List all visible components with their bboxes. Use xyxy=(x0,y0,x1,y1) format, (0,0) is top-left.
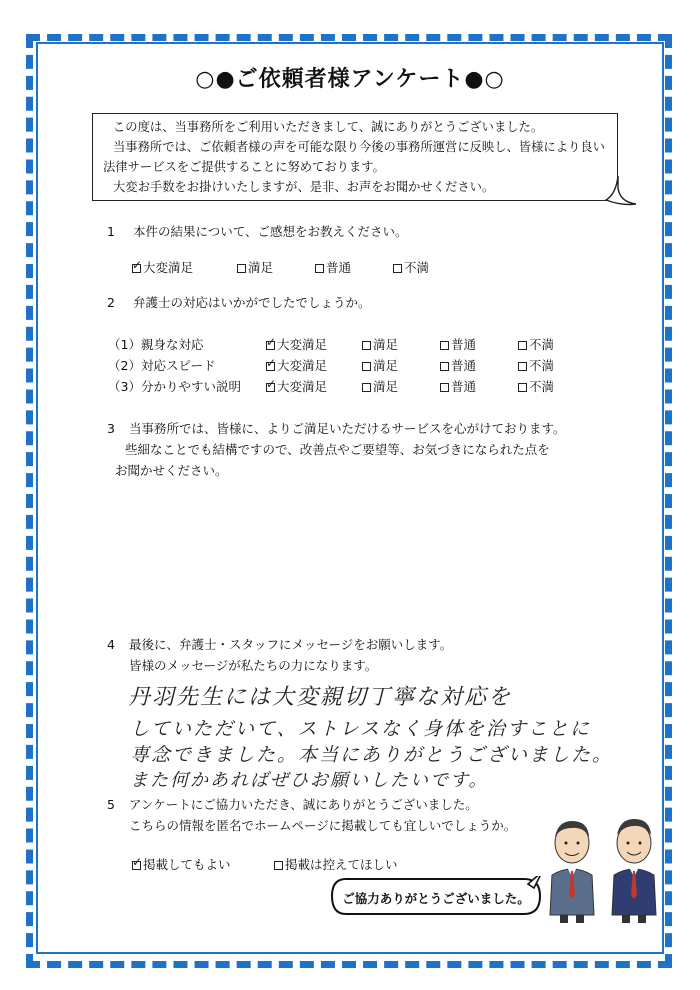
checkbox-icon[interactable] xyxy=(274,861,283,870)
q2-row-1-option-2[interactable]: 普通 xyxy=(440,335,518,353)
q4-number: 4 xyxy=(107,637,115,652)
lawyers-illustration xyxy=(540,815,670,925)
q5-number: 5 xyxy=(107,797,115,812)
q3-block xyxy=(107,418,565,481)
page-title: ○●ご依頼者様アンケート●○ xyxy=(195,67,505,92)
checkbox-checked-icon[interactable] xyxy=(266,383,275,392)
q1-option-1[interactable]: 満足 xyxy=(237,258,315,276)
q1-option-0[interactable]: ✓大変満足 xyxy=(132,258,237,276)
q2-row-2-option-0[interactable]: ✓ 大変満足 xyxy=(266,356,362,374)
q2-row-2-option-3[interactable]: 不満 xyxy=(518,358,554,373)
q2-row-1 xyxy=(108,335,554,353)
q2-row-3-option-0[interactable]: ✓ 大変満足 xyxy=(266,377,362,395)
intro-line-3: 法律サービスをご提供することに努めております。 xyxy=(103,160,385,174)
checkbox-icon[interactable] xyxy=(440,341,449,350)
checkbox-icon[interactable] xyxy=(362,341,371,350)
q2-row-1-option-3[interactable]: 不満 xyxy=(518,337,554,352)
q5-option-1[interactable]: 掲載は控えてほしい xyxy=(274,857,398,872)
q2-row-2 xyxy=(108,356,554,374)
checkbox-icon[interactable] xyxy=(315,264,324,273)
q5-line-2: こちらの情報を匿名でホームページに掲載しても宜しいでしょうか。 xyxy=(129,818,517,833)
checkbox-icon[interactable] xyxy=(393,264,402,273)
q5-line-1: アンケートにご協力いただき、誠にありがとうございました。 xyxy=(128,797,478,812)
handwritten-line-2: していただいて、ストレスなく身体を治すことに xyxy=(130,718,592,740)
q1-option-2[interactable]: 普通 xyxy=(315,258,393,276)
checkbox-icon[interactable] xyxy=(362,383,371,392)
checkbox-checked-icon[interactable] xyxy=(132,264,141,273)
checkbox-checked-icon[interactable] xyxy=(132,861,141,870)
q5-option-row xyxy=(132,855,398,873)
q2-text: 弁護士の対応はいかがでしたでしょうか。 xyxy=(132,295,371,310)
checkbox-icon[interactable] xyxy=(518,341,527,350)
checkbox-icon[interactable] xyxy=(440,383,449,392)
intro-box xyxy=(92,113,618,201)
q1-text: 本件の結果について、ご感想をお教えください。 xyxy=(132,224,408,239)
q2-row-1-label: （1）親身な対応 xyxy=(108,337,204,352)
handwritten-line-3: 専念できました。本当にありがとうございました。 xyxy=(130,744,614,766)
lawyer-left-icon xyxy=(550,821,594,923)
q4-line-2: 皆様のメッセージが私たちの力になります。 xyxy=(129,658,378,673)
q1-number: 1 xyxy=(107,224,115,239)
q3-line-1: 当事務所では、皆様に、よりご満足いただけるサービスを心がけております。 xyxy=(128,421,566,436)
q2-row-3-option-3[interactable]: 不満 xyxy=(518,379,554,394)
intro-line-1: この度は、当事務所をご利用いただきまして、誠にありがとうございました。 xyxy=(113,120,544,134)
lawyer-right-icon xyxy=(612,819,656,923)
checkbox-checked-icon[interactable] xyxy=(266,341,275,350)
checkbox-icon[interactable] xyxy=(237,264,246,273)
q1-heading xyxy=(107,222,407,240)
intro-line-2: 当事務所では、ご依頼者様の声を可能な限り今後の事務所運営に反映し、皆様により良い xyxy=(113,140,605,154)
q2-row-2-option-1[interactable]: 満足 xyxy=(362,356,440,374)
q1-option-row xyxy=(132,258,429,276)
checkbox-icon[interactable] xyxy=(518,383,527,392)
q2-row-2-label: （2）対応スピード xyxy=(108,358,216,373)
q2-row-3-label: （3）分かりやすい説明 xyxy=(108,379,241,394)
page-curl-icon xyxy=(598,176,638,206)
checkbox-icon[interactable] xyxy=(440,362,449,371)
q2-heading xyxy=(107,293,370,311)
q2-row-1-option-0[interactable]: ✓ 大変満足 xyxy=(266,335,362,353)
handwritten-line-1: 丹羽先生には大変親切丁寧な対応を xyxy=(128,685,513,710)
q4-line-1: 最後に、弁護士・スタッフにメッセージをお願いします。 xyxy=(128,637,453,652)
q2-row-1-option-1[interactable]: 満足 xyxy=(362,335,440,353)
q3-number: 3 xyxy=(107,421,115,436)
q5-block xyxy=(107,794,516,836)
checkbox-icon[interactable] xyxy=(362,362,371,371)
q2-row-3-option-2[interactable]: 普通 xyxy=(440,377,518,395)
checkbox-icon[interactable] xyxy=(518,362,527,371)
q2-row-2-option-2[interactable]: 普通 xyxy=(440,356,518,374)
q2-number: 2 xyxy=(107,295,115,310)
q5-option-0[interactable]: ✓掲載してもよい xyxy=(132,855,274,873)
bubble-text: ご協力ありがとうございました。 xyxy=(342,891,530,906)
q4-block xyxy=(107,634,452,676)
intro-line-4: 大変お手数をお掛けいたしますが、是非、お声をお聞かせください。 xyxy=(113,180,495,194)
q3-line-2: 些細なことでも結構ですので、改善点やご要望等、お気づきになられた点を xyxy=(125,442,550,457)
q1-option-3[interactable]: 不満 xyxy=(393,260,429,275)
checkbox-checked-icon[interactable] xyxy=(266,362,275,371)
handwritten-line-4: また何かあればぜひお願いしたいです。 xyxy=(130,770,489,791)
q3-line-3: お聞かせください。 xyxy=(115,463,228,478)
q2-row-3-option-1[interactable]: 満足 xyxy=(362,377,440,395)
q2-row-3 xyxy=(108,377,554,395)
